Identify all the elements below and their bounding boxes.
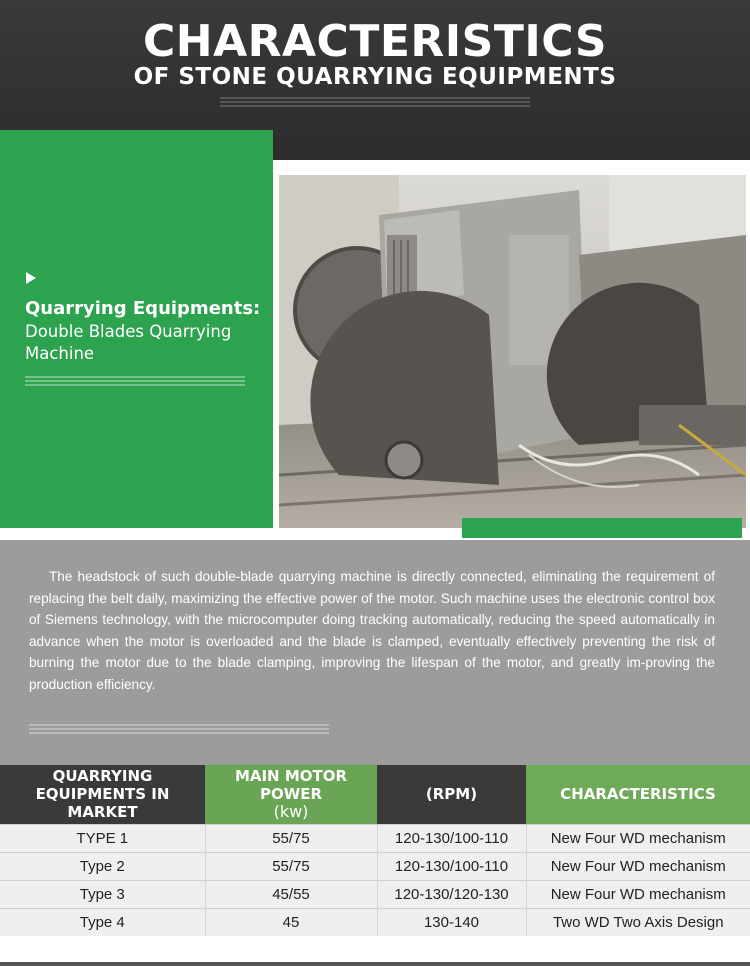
cell-power: 45: [205, 908, 377, 936]
header-rpm: (RPM): [377, 765, 526, 824]
decorative-fine-text: [29, 724, 329, 736]
cell-characteristics: New Four WD mechanism: [526, 824, 750, 852]
cell-type: Type 4: [0, 908, 205, 936]
description-section: [0, 540, 750, 765]
table-row: [0, 852, 750, 880]
play-icon: [26, 272, 36, 284]
cell-rpm: 120-130/100-110: [377, 852, 526, 880]
cell-rpm: 130-140: [377, 908, 526, 936]
header-motor-power: [205, 765, 377, 824]
table-header-row: [0, 765, 750, 824]
cell-characteristics: New Four WD mechanism: [526, 880, 750, 908]
header-equipments: QUARRYING EQUIPMENTS IN MARKET: [0, 765, 205, 824]
page-subtitle: OF STONE QUARRYING EQUIPMENTS: [133, 64, 617, 90]
card-title: Quarrying Equipments:: [25, 298, 261, 319]
decorative-fine-text: [25, 376, 245, 388]
cell-rpm: 120-130/120-130: [377, 880, 526, 908]
description-text: The headstock of such double-blade quarrying machine is directly connected, eliminating the requirement of replacing the belt daily, maximizing the effective power of the motor. Such machine uses the electronic control box of Siemens technology, with the microcomputer doing tracking automatically, reducing the speed automatically in advance when the motor is overloaded and the blade is clamped, eventually effectively preventing the risk of burning the motor due to the blade clamping, improving the lifespan of the motor, and greatly im-proving the production efficiency.: [29, 569, 715, 692]
cell-characteristics: New Four WD mechanism: [526, 852, 750, 880]
accent-bar: [462, 518, 742, 538]
table-row: [0, 908, 750, 936]
cell-power: 45/55: [205, 880, 377, 908]
header-motor-power-unit: (kw): [273, 802, 309, 822]
feature-card: [0, 130, 273, 528]
table-row: [0, 824, 750, 852]
machine-illustration: [279, 175, 746, 528]
cell-power: 55/75: [205, 824, 377, 852]
page-title: CHARACTERISTICS: [142, 16, 608, 67]
cell-power: 55/75: [205, 852, 377, 880]
comparison-table: [0, 765, 750, 936]
machine-photo: [279, 175, 746, 528]
table-row: [0, 880, 750, 908]
cell-type: Type 3: [0, 880, 205, 908]
card-subtitle: Double Blades Quarrying Machine: [25, 322, 232, 363]
cell-type: TYPE 1: [0, 824, 205, 852]
decorative-fine-text: [220, 97, 530, 109]
cell-characteristics: Two WD Two Axis Design: [526, 908, 750, 936]
header-motor-power-line1: MAIN MOTOR POWER: [234, 767, 348, 804]
header-characteristics: CHARACTERISTICS: [526, 765, 750, 824]
cell-rpm: 120-130/100-110: [377, 824, 526, 852]
cell-type: Type 2: [0, 852, 205, 880]
bottom-divider: [0, 962, 750, 966]
